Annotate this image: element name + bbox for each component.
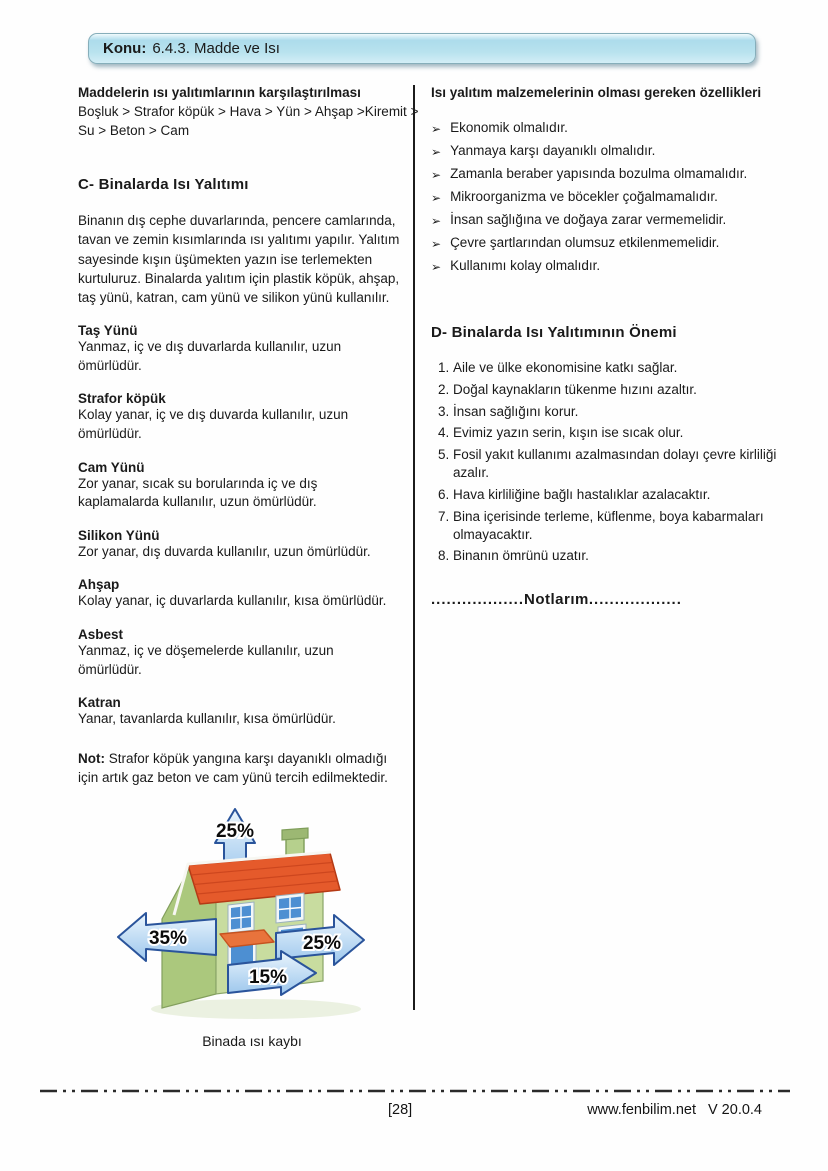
window-upper-right [276,893,304,923]
comparison-order-line1: Boşluk > Strafor köpük > Hava > Yün > Ahşap >Kiremit > [78,104,419,119]
material-name: Cam Yünü [78,459,145,475]
importance-item: 8. Binanın ömrünü uzatır. [453,547,790,565]
footer-separator [40,1089,790,1093]
wall-loss-label: 35% [148,928,188,950]
material-desc: Zor yanar, sıcak su borularında iç ve dış kaplamalarda kullanılır, uzun ömürlüdür. [78,475,318,510]
version-label: V 20.0.4 [707,1102,762,1118]
material-item [78,528,400,562]
properties-heading: Isı yalıtım malzemelerinin olması gereken özellikleri [431,85,762,100]
material-name: Ahşap [78,577,120,593]
site-url: www.fenbilim.net [587,1102,696,1118]
heat-loss-figure [116,801,416,1049]
material-desc: Zor yanar, dış duvarda kullanılır, uzun ömürlüdür. [78,543,371,559]
material-name: Taş Yünü [78,323,138,339]
chimney-cap [282,828,308,840]
comparison-order-line2: Su > Beton > Cam [78,123,190,139]
window-upper-left [228,902,254,933]
page-number: [28] [388,1102,413,1118]
figure-caption: Binada ısı kaybı [202,1033,302,1050]
property-item [431,258,790,276]
property-item [431,166,790,184]
topic-banner [88,33,756,64]
importance-item: 1. Aile ve ülke ekonomisine katkı sağlar. [453,359,790,377]
section-c-paragraph: Binanın dış cephe duvarlarında, pencere camlarında, tavan ve zemin kısımlarında ısı yalıtımı yapılır. Yalıtım sayesinde kışın üşümekten yazın ise terlemekten kurtuluruz. Binalarda yalıtım için plastik köpük, ahşap, taş yünü, katran, cam yünü ve silikon yünü kullanılır. [78,213,400,305]
page-footer [0,1102,828,1124]
importance-item: 3. İnsan sağlığını korur. [453,403,790,421]
notes-header [431,591,790,608]
material-item [78,323,400,375]
property-text: Zamanla beraber yapısında bozulma olmamalıdır. [450,166,748,181]
arrow-bullet-icon: ➢ [431,237,442,251]
property-item [431,143,790,161]
dots-left: .................. [431,591,525,609]
property-item [431,235,790,253]
roof-loss-label: 25% [215,821,255,843]
material-item [78,627,400,679]
note-paragraph [78,749,400,787]
property-item [431,189,790,207]
material-item [78,391,400,443]
note-label: Not: [78,750,105,766]
left-column [78,85,419,1050]
property-text: Çevre şartlarından olumsuz etkilenmemelidir. [450,235,720,250]
material-desc: Yanmaz, iç ve dış duvarlarda kullanılır, uzun ömürlüdür. [78,339,342,373]
window-loss-label: 25% [302,933,342,955]
material-name: Silikon Yünü [78,527,160,543]
material-desc: Yanmaz, iç ve döşemelerde kullanılır, uzun ömürlüdür. [78,643,334,677]
topic-title: 6.4.3. Madde ve Isı [152,40,280,57]
importance-item: 7. Bina içerisinde terleme, küflenme, boya kabarmaları olmayacaktır. [453,508,790,544]
properties-list [431,120,790,276]
arrow-bullet-icon: ➢ [431,191,442,205]
property-text: Mikroorganizma ve böcekler çoğalmamalıdır. [450,189,718,204]
property-item [431,212,790,230]
importance-item: 2. Doğal kaynakların tükenme hızını azaltır. [453,381,790,399]
property-text: Kullanımı kolay olmalıdır. [450,258,601,273]
arrow-bullet-icon: ➢ [431,145,442,159]
section-d-heading: D- Binalarda Isı Yalıtımının Önemi [431,324,677,341]
floor-loss-label: 15% [248,967,288,989]
house-illustration [116,801,416,1029]
material-item [78,460,400,512]
importance-item: 6. Hava kirliliğine bağlı hastalıklar azalacaktır. [453,486,790,504]
notes-label: Notlarım [524,591,589,609]
property-text: Yanmaya karşı dayanıklı olmalıdır. [450,143,656,158]
arrow-bullet-icon: ➢ [431,214,442,228]
material-item [78,695,400,729]
two-column-layout [78,85,790,1050]
material-name: Asbest [78,627,124,643]
footer-site [587,1102,762,1118]
material-desc: Kolay yanar, iç ve dış duvarda kullanılır, uzun ömürlüdür. [78,407,349,441]
comparison-heading: Maddelerin ısı yalıtımlarının karşılaştırılması [78,85,361,100]
property-item [431,120,790,138]
importance-item: 5. Fosil yakıt kullanımı azalmasından dolayı çevre kirliliği azalır. [453,446,790,482]
section-c-heading: C- Binalarda Isı Yalıtımı [78,176,249,194]
arrow-bullet-icon: ➢ [431,122,442,136]
property-text: Ekonomik olmalıdır. [450,120,568,135]
material-desc: Yanar, tavanlarda kullanılır, kısa ömürlüdür. [78,711,336,727]
material-item [78,577,400,611]
arrow-bullet-icon: ➢ [431,168,442,182]
material-desc: Kolay yanar, iç duvarlarda kullanılır, kısa ömürlüdür. [78,593,387,609]
note-text: Strafor köpük yangına karşı dayanıklı olmadığı için artık gaz beton ve cam yünü tercih edilmektedir. [78,750,388,786]
property-text: İnsan sağlığına ve doğaya zarar vermemelidir. [450,212,727,227]
importance-item: 4. Evimiz yazın serin, kışın ise sıcak olur. [453,424,790,442]
topic-label: Konu: [103,40,147,57]
material-name: Strafor köpük [78,391,166,407]
arrow-bullet-icon: ➢ [431,260,442,274]
material-name: Katran [78,695,121,711]
right-column [413,85,790,1010]
importance-list [431,359,790,565]
dots-right: .................. [588,591,682,609]
